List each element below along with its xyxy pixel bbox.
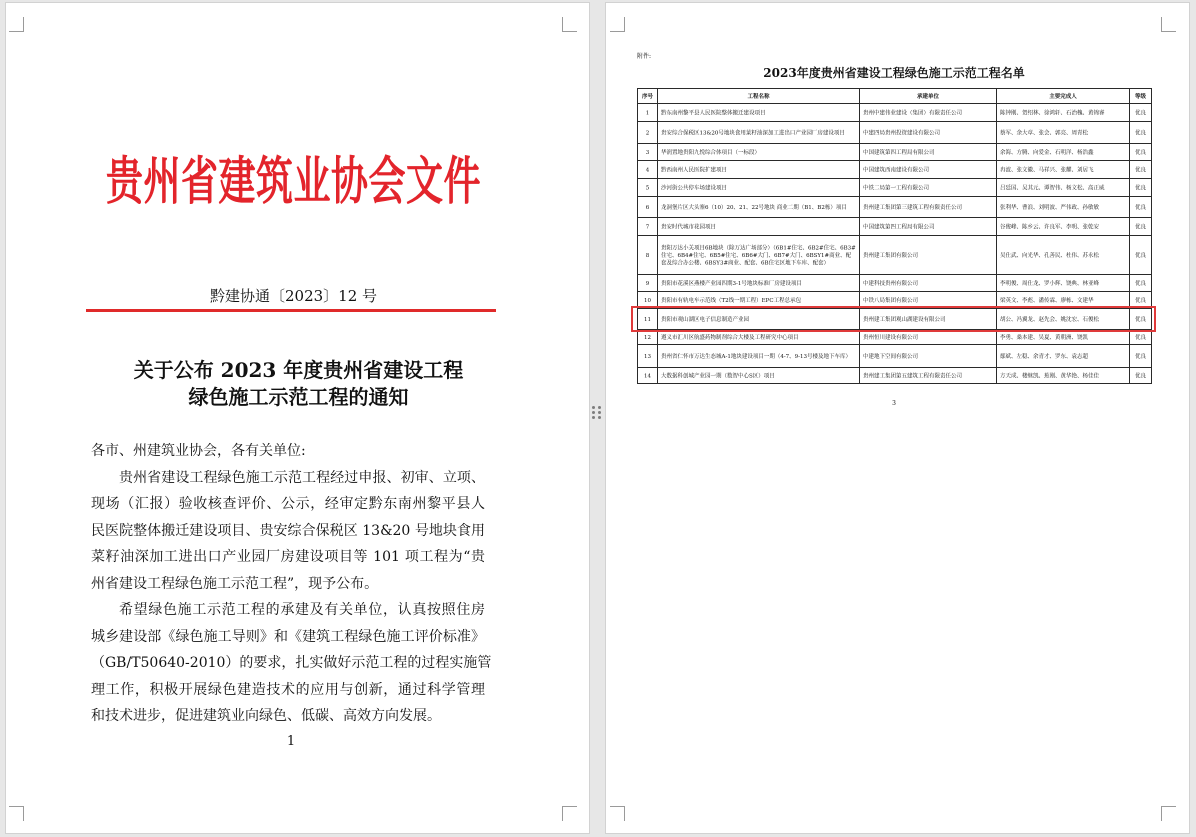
cell-contractor: 中国建筑西南建设有限公司 <box>860 161 997 179</box>
cell-grade: 优良 <box>1130 144 1152 161</box>
body-line: 理工作，积极开展绿色建造技术的应用与创新，通过科学管理 <box>91 681 485 698</box>
project-roster-table <box>637 88 1152 384</box>
cell-grade: 优良 <box>1130 161 1152 179</box>
table-title: 2023年度贵州省建设工程绿色施工示范工程名单 <box>763 65 1025 80</box>
grip-dot <box>592 416 595 419</box>
grip-dot <box>598 411 601 414</box>
grip-dot <box>598 406 601 409</box>
cell-contractor: 贵州建工集团第五建筑工程有限责任公司 <box>860 368 997 384</box>
cell-contractor: 贵州中建伟业建设（集团）有限责任公司 <box>860 104 997 122</box>
cell-seq: 5 <box>638 179 658 197</box>
cell-seq: 10 <box>638 292 658 309</box>
red-header-text: 贵州省建筑业协会文件 <box>106 150 481 212</box>
cell-seq: 1 <box>638 104 658 122</box>
header-project-name: 工程名称 <box>658 89 860 104</box>
cell-contractor: 中铁二局第一工程有限公司 <box>860 179 997 197</box>
cell-project-name: 贵阳市有轨电车示范线（T2线一期工程）EPC工程总承包 <box>658 292 860 309</box>
body-line: 贵州省建设工程绿色施工示范工程经过申报、初审、立项、 <box>119 469 485 486</box>
cell-grade: 优良 <box>1130 197 1152 218</box>
cell-grade: 优良 <box>1130 292 1152 309</box>
cell-main-persons: 李勇、桑本建、吴夏、黄朝洲、饶凯 <box>997 330 1130 345</box>
cell-project-name: 黔东南州黎平县人民医院整体搬迁建设项目 <box>658 104 860 122</box>
cell-main-persons: 方天成、楼继凯、蕉刚、黄华艳、杨佳佳 <box>997 368 1130 384</box>
crop-mark-bottom-right <box>562 806 577 821</box>
cell-project-name: 大数据科创城产业园一期（数智中心S区）项目 <box>658 368 860 384</box>
highlight-box <box>631 306 1156 332</box>
body-line: 民医院整体搬迁建设项目、贵安综合保税区 13&20 号地块食用 <box>91 522 485 539</box>
table-row <box>638 104 1152 122</box>
cell-contractor: 中国建筑第四工程局有限公司 <box>860 144 997 161</box>
attachment-content <box>637 49 1151 419</box>
cell-grade: 优良 <box>1130 104 1152 122</box>
table-row <box>638 144 1152 161</box>
cell-seq: 12 <box>638 330 658 345</box>
crop-mark-bottom-right <box>1161 806 1176 821</box>
cell-seq: 14 <box>638 368 658 384</box>
cell-main-persons: 梁英文、李彪、潘传霖、廖栋、文建华 <box>997 292 1130 309</box>
table-row <box>638 236 1152 275</box>
grip-dot <box>592 406 595 409</box>
cell-grade: 优良 <box>1130 309 1152 330</box>
body-line: 和技术进步，促进建筑业向绿色、低碳、高效方向发展。 <box>91 708 441 724</box>
table-row <box>638 345 1152 368</box>
document-page-1 <box>5 2 590 834</box>
cell-contractor: 贵州建工集团有限公司 <box>860 236 997 275</box>
cell-contractor: 贵州建工集团第三建筑工程有限责任公司 <box>860 197 997 218</box>
notice-title <box>6 357 590 411</box>
document-red-header <box>6 150 581 212</box>
cell-project-name: 贵州省仁怀市万达生态城A-1地块建设项目一期（4-7、9-13号楼及地下车库） <box>658 345 860 368</box>
header-seq: 序号 <box>638 89 658 104</box>
cell-main-persons: 吕廷国、吴其元、谭智伟、杨文松、高正威 <box>997 179 1130 197</box>
notice-title-line: 绿色施工示范工程的通知 <box>188 385 409 409</box>
cell-grade: 优良 <box>1130 275 1152 292</box>
grip-dot <box>592 411 595 414</box>
salutation: 各市、州建筑业协会，各有关单位: <box>91 443 306 459</box>
header-main-persons: 主要完成人 <box>997 89 1130 104</box>
notice-body <box>91 438 492 730</box>
cell-project-name: 黔西南州人民医院扩建项目 <box>658 161 860 179</box>
cell-seq: 8 <box>638 236 658 275</box>
cell-contractor: 中建科技贵州有限公司 <box>860 275 997 292</box>
cell-grade: 优良 <box>1130 330 1152 345</box>
table-row <box>638 368 1152 384</box>
cell-project-name: 贵阳万达小关项目6B地块（除万达广场部分）（6B1#住宅、6B2#住宅、6B3#住宅、6B4#住宅、6B5#住宅、6B6#大门、6B7#大门、6BSY1#商业、配套及综合办公楼、6BSY3#商业、配套、6B住宅区地下车库、配套） <box>658 236 860 275</box>
cell-project-name: 贵阳市观山湖区电子信息制造产业园 <box>658 309 860 330</box>
crop-mark-top-right <box>562 17 577 32</box>
cell-contractor: 中国建筑第四工程局有限公司 <box>860 218 997 236</box>
crop-mark-top-left <box>610 17 625 32</box>
cell-project-name: 龙洞堡片区大头寨6（10）20、21、22号地块 商业二期（B1、B2栋）项目 <box>658 197 860 218</box>
cell-grade: 优良 <box>1130 122 1152 144</box>
cell-contractor: 中铁八局集团有限公司 <box>860 292 997 309</box>
document-page-3 <box>605 2 1190 834</box>
page-number: 3 <box>892 399 896 407</box>
cell-seq: 4 <box>638 161 658 179</box>
grip-dot <box>598 416 601 419</box>
cell-main-persons: 谷俊峰、陈乡云、许良军、李明、张乾安 <box>997 218 1130 236</box>
header-contractor: 承建单位 <box>860 89 997 104</box>
drag-handle-icon[interactable] <box>591 405 601 421</box>
cell-grade: 优良 <box>1130 179 1152 197</box>
table-row <box>638 161 1152 179</box>
cell-main-persons: 余海、方腾、向爱金、石明洋、杨浩鑫 <box>997 144 1130 161</box>
crop-mark-bottom-left <box>9 806 24 821</box>
body-line: 现场（汇报）验收核查评价、公示，经审定黔东南州黎平县人 <box>91 496 485 512</box>
notice-title-line: 关于公布 2023 年度贵州省建设工程 <box>133 358 464 382</box>
table-header-row <box>638 89 1152 104</box>
body-line: （GB/T50640-2010）的要求，扎实做好示范工程的过程实施管 <box>91 655 492 671</box>
table-row <box>638 179 1152 197</box>
body-line: 州省建设工程绿色施工示范工程”，现予公布。 <box>91 575 379 592</box>
cell-main-persons: 张利华、曹浪、刘明波、严伟政、孙敏敏 <box>997 197 1130 218</box>
body-line: 希望绿色施工示范工程的承建及有关单位，认真按照住房 <box>119 602 485 618</box>
crop-mark-top-right <box>1161 17 1176 32</box>
cell-project-name: 遵义市汇川区航盛药物制剂综合大楼及工程研究中心项目 <box>658 330 860 345</box>
cell-seq: 2 <box>638 122 658 144</box>
cell-contractor: 贵州建工集团观山湖建设有限公司 <box>860 309 997 330</box>
cell-grade: 优良 <box>1130 236 1152 275</box>
cell-seq: 6 <box>638 197 658 218</box>
table-row <box>638 275 1152 292</box>
cell-main-persons: 蔡军、余大章、张会、郭亮、周青松 <box>997 122 1130 144</box>
cell-contractor: 中建四局贵州投资建设有限公司 <box>860 122 997 144</box>
cell-project-name: 沙河街公共停车场建设项目 <box>658 179 860 197</box>
cell-main-persons: 胡公、冯翼龙、赵先会、姚沈宏、石俊松 <box>997 309 1130 330</box>
cell-main-persons: 鄢斌、左稳、余青才、罗东、袁志超 <box>997 345 1130 368</box>
cell-project-name: 华润置地贵阳九悦综合体项目（一标段） <box>658 144 860 161</box>
page-number: 1 <box>286 734 296 749</box>
cell-seq: 7 <box>638 218 658 236</box>
cell-seq: 3 <box>638 144 658 161</box>
cell-grade: 优良 <box>1130 368 1152 384</box>
cell-main-persons: 李明俊、周仕龙、罗小辉、饶典、林亚峰 <box>997 275 1130 292</box>
crop-mark-bottom-left <box>610 806 625 821</box>
cell-project-name: 贵安综合保税区13&20号地块食用菜籽油深加工进出口产业园厂房建设项目 <box>658 122 860 144</box>
cell-seq: 13 <box>638 345 658 368</box>
cell-seq: 9 <box>638 275 658 292</box>
table-row <box>638 122 1152 144</box>
document-number: 黔建协通〔2023〕12 号 <box>209 287 378 305</box>
red-divider-rule <box>86 309 496 312</box>
table-row <box>638 197 1152 218</box>
cell-grade: 优良 <box>1130 218 1152 236</box>
cell-project-name: 贵安时代城市花园项目 <box>658 218 860 236</box>
cell-project-name: 贵阳市花溪区燕楼产业园四期3-1号地块标准厂房建设项目 <box>658 275 860 292</box>
body-line: 城乡建设部《绿色施工导则》和《建筑工程绿色施工评价标准》 <box>91 628 485 645</box>
cell-contractor: 中建地下空间有限公司 <box>860 345 997 368</box>
attachment-label: 附件: <box>637 52 652 60</box>
cell-seq: 11 <box>638 309 658 330</box>
table-row <box>638 218 1152 236</box>
header-grade: 等级 <box>1130 89 1152 104</box>
cell-grade: 优良 <box>1130 345 1152 368</box>
cell-contractor: 贵州恒川建设有限公司 <box>860 330 997 345</box>
cell-main-persons: 吴仕武、向光华、孔善民、杜伟、苏永松 <box>997 236 1130 275</box>
crop-mark-top-left <box>9 17 24 32</box>
cell-main-persons: 冉波、张文徽、马祥兴、张耀、刘居飞 <box>997 161 1130 179</box>
cell-main-persons: 陈钟刚、贺绍林、徐鸿轩、石治槐、黄锦睿 <box>997 104 1130 122</box>
body-line: 菜籽油深加工进出口产业园厂房建设项目等 101 项工程为“贵 <box>91 549 485 565</box>
